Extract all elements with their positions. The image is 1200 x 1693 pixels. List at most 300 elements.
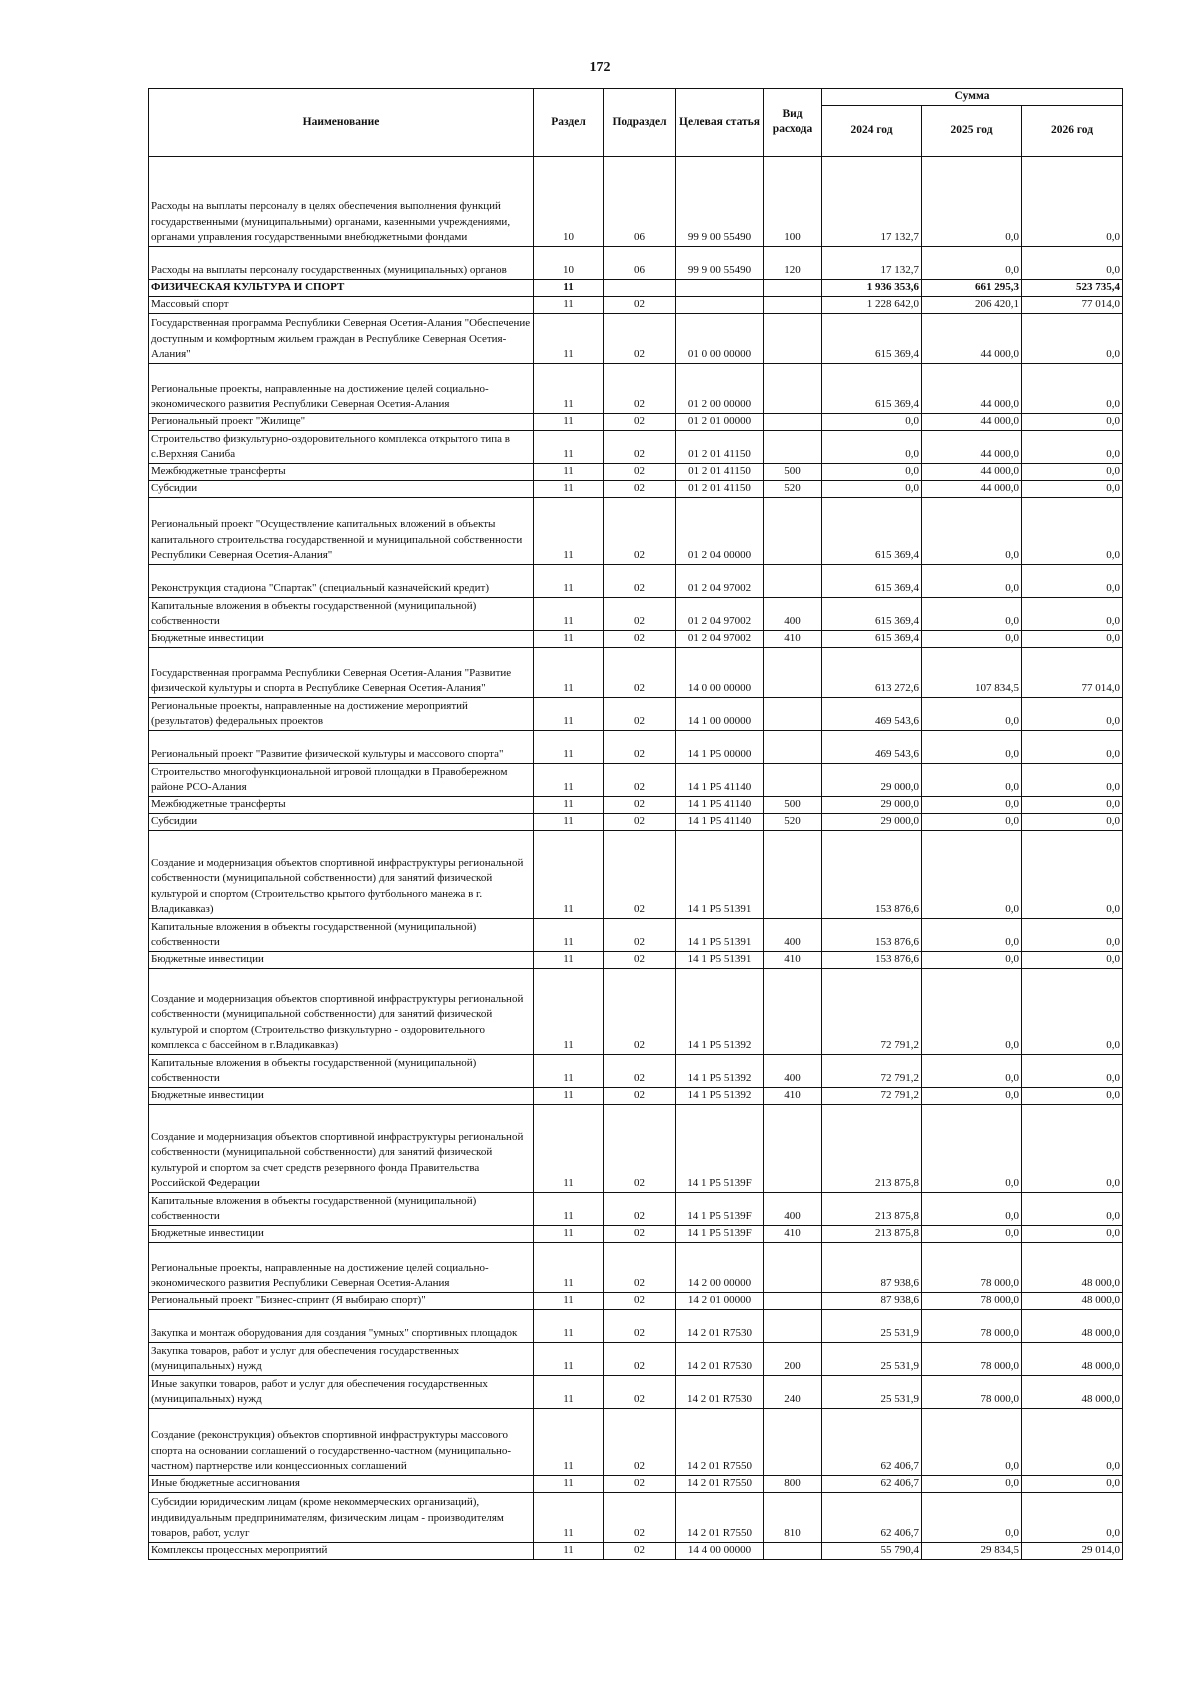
cell-2024: 615 369,4 — [822, 313, 922, 363]
cell-2025: 78 000,0 — [922, 1309, 1022, 1342]
table-row — [149, 968, 1123, 1054]
cell-vid-raskhoda — [764, 497, 822, 564]
cell-razdel: 11 — [534, 1054, 604, 1087]
table-row — [149, 951, 1123, 968]
cell-2024: 1 936 353,6 — [822, 279, 922, 296]
cell-name: Капитальные вложения в объекты государственной (муниципальной) собственности — [149, 597, 534, 630]
cell-podrazdel: 02 — [604, 1292, 676, 1309]
table-body — [149, 156, 1123, 1559]
cell-name: Региональные проекты, направленные на достижение мероприятий (результатов) федеральных проектов — [149, 697, 534, 730]
cell-vid-raskhoda — [764, 1242, 822, 1292]
cell-celevaya-statya: 14 2 01 R7550 — [676, 1492, 764, 1542]
header-vid-raskhoda: Вид расхода — [764, 89, 822, 157]
cell-vid-raskhoda — [764, 697, 822, 730]
table-row — [149, 1542, 1123, 1559]
cell-celevaya-statya: 99 9 00 55490 — [676, 246, 764, 279]
cell-razdel: 11 — [534, 796, 604, 813]
cell-name: Капитальные вложения в объекты государственной (муниципальной) собственности — [149, 1192, 534, 1225]
cell-name: Массовый спорт — [149, 296, 534, 313]
cell-podrazdel: 02 — [604, 1054, 676, 1087]
cell-celevaya-statya: 99 9 00 55490 — [676, 156, 764, 246]
cell-razdel: 11 — [534, 697, 604, 730]
cell-2024: 1 228 642,0 — [822, 296, 922, 313]
cell-2025: 107 834,5 — [922, 647, 1022, 697]
table-row — [149, 1087, 1123, 1104]
cell-celevaya-statya: 14 2 01 R7550 — [676, 1408, 764, 1475]
cell-2024: 153 876,6 — [822, 951, 922, 968]
cell-name: Создание и модернизация объектов спортивной инфраструктуры региональной собственности (муниципальной собственности) для занятий физической культурой и спортом (Строительство физкультурно - оздоровительного комплекса с бассейном в г.Владикавказ) — [149, 968, 534, 1054]
table-row — [149, 296, 1123, 313]
table-row — [149, 279, 1123, 296]
cell-2024: 615 369,4 — [822, 564, 922, 597]
cell-razdel: 11 — [534, 1342, 604, 1375]
cell-2025: 0,0 — [922, 564, 1022, 597]
cell-celevaya-statya: 01 2 01 41150 — [676, 463, 764, 480]
cell-celevaya-statya: 01 2 04 97002 — [676, 630, 764, 647]
cell-podrazdel: 02 — [604, 564, 676, 597]
cell-razdel: 11 — [534, 279, 604, 296]
cell-podrazdel: 02 — [604, 796, 676, 813]
cell-2025: 78 000,0 — [922, 1242, 1022, 1292]
cell-vid-raskhoda: 240 — [764, 1375, 822, 1408]
cell-celevaya-statya: 14 1 P5 41140 — [676, 796, 764, 813]
cell-2026: 0,0 — [1022, 968, 1123, 1054]
cell-vid-raskhoda: 410 — [764, 1087, 822, 1104]
cell-2026: 0,0 — [1022, 1225, 1123, 1242]
cell-podrazdel: 02 — [604, 968, 676, 1054]
cell-razdel: 11 — [534, 630, 604, 647]
cell-celevaya-statya: 01 2 01 00000 — [676, 413, 764, 430]
cell-vid-raskhoda — [764, 1104, 822, 1192]
cell-celevaya-statya: 01 2 04 97002 — [676, 597, 764, 630]
cell-2024: 25 531,9 — [822, 1342, 922, 1375]
cell-vid-raskhoda — [764, 763, 822, 796]
cell-razdel: 11 — [534, 363, 604, 413]
cell-2026: 0,0 — [1022, 313, 1123, 363]
header-name: Наименование — [149, 89, 534, 157]
header-razdel: Раздел — [534, 89, 604, 157]
cell-2026: 0,0 — [1022, 1492, 1123, 1542]
cell-vid-raskhoda — [764, 564, 822, 597]
cell-2026: 0,0 — [1022, 1054, 1123, 1087]
cell-razdel: 11 — [534, 968, 604, 1054]
cell-celevaya-statya: 14 1 P5 51392 — [676, 1054, 764, 1087]
cell-2026: 0,0 — [1022, 156, 1123, 246]
cell-podrazdel: 02 — [604, 918, 676, 951]
cell-name: Межбюджетные трансферты — [149, 796, 534, 813]
cell-2025: 0,0 — [922, 796, 1022, 813]
table-row — [149, 1192, 1123, 1225]
cell-podrazdel: 02 — [604, 730, 676, 763]
table-row — [149, 246, 1123, 279]
cell-2025: 0,0 — [922, 813, 1022, 830]
cell-vid-raskhoda — [764, 313, 822, 363]
cell-2025: 0,0 — [922, 1475, 1022, 1492]
cell-2024: 72 791,2 — [822, 1087, 922, 1104]
cell-2025: 0,0 — [922, 763, 1022, 796]
table-row — [149, 480, 1123, 497]
cell-name: Строительство многофункциональной игровой площадки в Правобережном районе РСО-Алания — [149, 763, 534, 796]
table-row — [149, 564, 1123, 597]
cell-2025: 661 295,3 — [922, 279, 1022, 296]
cell-podrazdel: 02 — [604, 697, 676, 730]
cell-vid-raskhoda: 410 — [764, 951, 822, 968]
cell-2024: 469 543,6 — [822, 697, 922, 730]
cell-2026: 48 000,0 — [1022, 1292, 1123, 1309]
cell-razdel: 11 — [534, 313, 604, 363]
table-row — [149, 697, 1123, 730]
cell-name: Региональные проекты, направленные на достижение целей социально-экономического развития Республики Северная Осетия-Алания — [149, 363, 534, 413]
cell-2024: 17 132,7 — [822, 156, 922, 246]
header-2024: 2024 год — [822, 105, 922, 156]
cell-razdel: 11 — [534, 1242, 604, 1292]
cell-name: Комплексы процессных мероприятий — [149, 1542, 534, 1559]
cell-2024: 55 790,4 — [822, 1542, 922, 1559]
cell-2026: 0,0 — [1022, 813, 1123, 830]
cell-vid-raskhoda: 810 — [764, 1492, 822, 1542]
cell-2025: 0,0 — [922, 697, 1022, 730]
cell-2025: 0,0 — [922, 246, 1022, 279]
cell-name: Расходы на выплаты персоналу в целях обеспечения выполнения функций государственными (муниципальными) органами, казенными учреждениями, органами управления государственными внебюджетными фондами — [149, 156, 534, 246]
cell-2025: 0,0 — [922, 497, 1022, 564]
cell-celevaya-statya: 14 1 P5 51391 — [676, 830, 764, 918]
cell-name: Региональный проект "Жилище" — [149, 413, 534, 430]
cell-celevaya-statya: 01 0 00 00000 — [676, 313, 764, 363]
cell-2026: 0,0 — [1022, 730, 1123, 763]
cell-vid-raskhoda: 400 — [764, 1192, 822, 1225]
cell-razdel: 11 — [534, 463, 604, 480]
cell-vid-raskhoda: 120 — [764, 246, 822, 279]
page-number: 172 — [589, 60, 611, 75]
cell-razdel: 11 — [534, 564, 604, 597]
cell-razdel: 11 — [534, 1292, 604, 1309]
cell-vid-raskhoda — [764, 1408, 822, 1475]
cell-podrazdel: 02 — [604, 430, 676, 463]
table-row — [149, 1242, 1123, 1292]
cell-2024: 17 132,7 — [822, 246, 922, 279]
cell-2026: 0,0 — [1022, 951, 1123, 968]
cell-2024: 29 000,0 — [822, 813, 922, 830]
cell-2026: 0,0 — [1022, 564, 1123, 597]
cell-celevaya-statya: 14 1 P5 5139F — [676, 1104, 764, 1192]
cell-2026: 0,0 — [1022, 463, 1123, 480]
cell-celevaya-statya: 14 2 01 00000 — [676, 1292, 764, 1309]
cell-2024: 87 938,6 — [822, 1242, 922, 1292]
cell-podrazdel: 02 — [604, 1242, 676, 1292]
cell-celevaya-statya — [676, 296, 764, 313]
cell-2026: 0,0 — [1022, 1408, 1123, 1475]
cell-2025: 0,0 — [922, 156, 1022, 246]
cell-2025: 0,0 — [922, 1192, 1022, 1225]
table-row — [149, 813, 1123, 830]
header-podrazdel: Подраздел — [604, 89, 676, 157]
cell-celevaya-statya: 14 1 P5 41140 — [676, 763, 764, 796]
cell-2025: 29 834,5 — [922, 1542, 1022, 1559]
cell-name: Региональный проект "Осуществление капитальных вложений в объекты капитального строительства государственной и муниципальной собственности Республики Северная Осетия-Алания" — [149, 497, 534, 564]
cell-name: Создание и модернизация объектов спортивной инфраструктуры региональной собственности (муниципальной собственности) для занятий физической культурой и спортом за счет средств резервного фонда Правительства Российской Федерации — [149, 1104, 534, 1192]
cell-2026: 0,0 — [1022, 763, 1123, 796]
cell-name: Реконструкция стадиона "Спартак" (специальный казначейский кредит) — [149, 564, 534, 597]
cell-vid-raskhoda — [764, 430, 822, 463]
table-row — [149, 1342, 1123, 1375]
cell-name: Закупка товаров, работ и услуг для обеспечения государственных (муниципальных) нужд — [149, 1342, 534, 1375]
cell-2025: 78 000,0 — [922, 1292, 1022, 1309]
cell-2026: 0,0 — [1022, 363, 1123, 413]
cell-razdel: 11 — [534, 918, 604, 951]
cell-podrazdel: 02 — [604, 1542, 676, 1559]
cell-vid-raskhoda — [764, 647, 822, 697]
cell-razdel: 11 — [534, 1375, 604, 1408]
cell-razdel: 11 — [534, 1192, 604, 1225]
cell-razdel: 11 — [534, 1408, 604, 1475]
cell-2024: 213 875,8 — [822, 1192, 922, 1225]
cell-2026: 77 014,0 — [1022, 296, 1123, 313]
cell-2024: 213 875,8 — [822, 1225, 922, 1242]
cell-2025: 0,0 — [922, 1054, 1022, 1087]
cell-2025: 78 000,0 — [922, 1342, 1022, 1375]
table-row — [149, 430, 1123, 463]
cell-2026: 0,0 — [1022, 480, 1123, 497]
cell-razdel: 11 — [534, 430, 604, 463]
cell-razdel: 11 — [534, 1542, 604, 1559]
cell-vid-raskhoda: 100 — [764, 156, 822, 246]
cell-podrazdel: 02 — [604, 313, 676, 363]
cell-podrazdel: 02 — [604, 763, 676, 796]
cell-celevaya-statya: 01 2 00 00000 — [676, 363, 764, 413]
cell-podrazdel: 02 — [604, 1104, 676, 1192]
cell-2024: 0,0 — [822, 480, 922, 497]
cell-podrazdel: 02 — [604, 951, 676, 968]
cell-2024: 29 000,0 — [822, 796, 922, 813]
cell-2024: 62 406,7 — [822, 1475, 922, 1492]
cell-name: Закупка и монтаж оборудования для создания "умных" спортивных площадок — [149, 1309, 534, 1342]
cell-celevaya-statya: 14 2 01 R7530 — [676, 1309, 764, 1342]
cell-2024: 72 791,2 — [822, 968, 922, 1054]
cell-2026: 0,0 — [1022, 830, 1123, 918]
cell-vid-raskhoda: 500 — [764, 463, 822, 480]
cell-celevaya-statya: 14 2 01 R7550 — [676, 1475, 764, 1492]
cell-2024: 213 875,8 — [822, 1104, 922, 1192]
cell-celevaya-statya: 01 2 01 41150 — [676, 430, 764, 463]
cell-2026: 0,0 — [1022, 597, 1123, 630]
cell-2025: 0,0 — [922, 1225, 1022, 1242]
cell-razdel: 11 — [534, 730, 604, 763]
cell-2026: 0,0 — [1022, 697, 1123, 730]
cell-name: Государственная программа Республики Северная Осетия-Алания "Обеспечение доступным и комфортным жильем граждан в Республике Северная Осетия-Алания" — [149, 313, 534, 363]
cell-podrazdel: 02 — [604, 296, 676, 313]
cell-celevaya-statya: 14 1 P5 51392 — [676, 968, 764, 1054]
cell-celevaya-statya: 14 2 01 R7530 — [676, 1375, 764, 1408]
cell-name: Расходы на выплаты персоналу государственных (муниципальных) органов — [149, 246, 534, 279]
cell-razdel: 10 — [534, 246, 604, 279]
cell-celevaya-statya: 14 1 P5 41140 — [676, 813, 764, 830]
cell-vid-raskhoda: 520 — [764, 480, 822, 497]
cell-razdel: 10 — [534, 156, 604, 246]
cell-podrazdel: 02 — [604, 1192, 676, 1225]
cell-razdel: 11 — [534, 1492, 604, 1542]
cell-2025: 78 000,0 — [922, 1375, 1022, 1408]
cell-2024: 0,0 — [822, 463, 922, 480]
cell-2025: 0,0 — [922, 730, 1022, 763]
cell-podrazdel: 06 — [604, 156, 676, 246]
table-row — [149, 1309, 1123, 1342]
cell-vid-raskhoda: 400 — [764, 1054, 822, 1087]
cell-podrazdel: 02 — [604, 363, 676, 413]
table-row — [149, 463, 1123, 480]
cell-2026: 0,0 — [1022, 1475, 1123, 1492]
table-row — [149, 1375, 1123, 1408]
cell-2026: 0,0 — [1022, 246, 1123, 279]
cell-podrazdel — [604, 279, 676, 296]
cell-name: Региональный проект "Бизнес-спринт (Я выбираю спорт)" — [149, 1292, 534, 1309]
cell-razdel: 11 — [534, 597, 604, 630]
header-summa: Сумма — [822, 89, 1123, 106]
cell-2024: 0,0 — [822, 413, 922, 430]
cell-2024: 87 938,6 — [822, 1292, 922, 1309]
cell-podrazdel: 02 — [604, 497, 676, 564]
cell-celevaya-statya: 14 1 P5 5139F — [676, 1225, 764, 1242]
cell-podrazdel: 02 — [604, 413, 676, 430]
cell-vid-raskhoda — [764, 279, 822, 296]
cell-celevaya-statya: 14 1 00 00000 — [676, 697, 764, 730]
cell-podrazdel: 02 — [604, 1408, 676, 1475]
cell-2026: 48 000,0 — [1022, 1375, 1123, 1408]
cell-2024: 613 272,6 — [822, 647, 922, 697]
cell-razdel: 11 — [534, 296, 604, 313]
cell-vid-raskhoda — [764, 363, 822, 413]
cell-vid-raskhoda — [764, 296, 822, 313]
cell-vid-raskhoda — [764, 413, 822, 430]
table-row — [149, 1408, 1123, 1475]
cell-2024: 153 876,6 — [822, 830, 922, 918]
table-row — [149, 796, 1123, 813]
cell-2026: 48 000,0 — [1022, 1342, 1123, 1375]
cell-2025: 0,0 — [922, 1492, 1022, 1542]
cell-name: Бюджетные инвестиции — [149, 951, 534, 968]
cell-celevaya-statya: 14 1 P5 5139F — [676, 1192, 764, 1225]
cell-razdel: 11 — [534, 763, 604, 796]
cell-celevaya-statya: 14 2 00 00000 — [676, 1242, 764, 1292]
cell-2026: 0,0 — [1022, 1192, 1123, 1225]
cell-vid-raskhoda — [764, 830, 822, 918]
cell-celevaya-statya: 01 2 01 41150 — [676, 480, 764, 497]
cell-2024: 29 000,0 — [822, 763, 922, 796]
cell-2024: 25 531,9 — [822, 1309, 922, 1342]
cell-2026: 48 000,0 — [1022, 1242, 1123, 1292]
cell-2025: 44 000,0 — [922, 363, 1022, 413]
cell-vid-raskhoda — [764, 730, 822, 763]
table-row — [149, 497, 1123, 564]
cell-vid-raskhoda — [764, 1542, 822, 1559]
table-row — [149, 156, 1123, 246]
cell-2025: 44 000,0 — [922, 413, 1022, 430]
cell-podrazdel: 02 — [604, 1225, 676, 1242]
cell-name: Субсидии — [149, 480, 534, 497]
cell-2024: 615 369,4 — [822, 363, 922, 413]
cell-2024: 0,0 — [822, 430, 922, 463]
cell-vid-raskhoda: 400 — [764, 918, 822, 951]
cell-podrazdel: 02 — [604, 630, 676, 647]
cell-vid-raskhoda — [764, 1309, 822, 1342]
cell-podrazdel: 02 — [604, 1492, 676, 1542]
cell-2026: 523 735,4 — [1022, 279, 1123, 296]
cell-podrazdel: 02 — [604, 1375, 676, 1408]
cell-2026: 29 014,0 — [1022, 1542, 1123, 1559]
cell-2025: 44 000,0 — [922, 313, 1022, 363]
cell-podrazdel: 02 — [604, 597, 676, 630]
cell-razdel: 11 — [534, 1309, 604, 1342]
cell-2024: 153 876,6 — [822, 918, 922, 951]
cell-name: Создание и модернизация объектов спортивной инфраструктуры региональной собственности (муниципальной собственности) для занятий физической культурой и спортом (Строительство крытого футбольного манежа в г. Владикавказ) — [149, 830, 534, 918]
cell-podrazdel: 02 — [604, 463, 676, 480]
budget-table — [148, 88, 1123, 1560]
cell-name: Иные закупки товаров, работ и услуг для обеспечения государственных (муниципальных) нужд — [149, 1375, 534, 1408]
table-row — [149, 363, 1123, 413]
header-2025: 2025 год — [922, 105, 1022, 156]
cell-2025: 0,0 — [922, 1087, 1022, 1104]
cell-2025: 44 000,0 — [922, 480, 1022, 497]
cell-razdel: 11 — [534, 1225, 604, 1242]
cell-celevaya-statya: 14 2 01 R7530 — [676, 1342, 764, 1375]
cell-name: Государственная программа Республики Северная Осетия-Алания "Развитие физической культуры и спорта в Республике Северная Осетия-Алания" — [149, 647, 534, 697]
cell-celevaya-statya: 14 1 P5 00000 — [676, 730, 764, 763]
table-row — [149, 1054, 1123, 1087]
cell-name: Региональный проект "Развитие физической культуры и массового спорта" — [149, 730, 534, 763]
table-row — [149, 730, 1123, 763]
cell-celevaya-statya: 14 0 00 00000 — [676, 647, 764, 697]
cell-razdel: 11 — [534, 830, 604, 918]
cell-2025: 0,0 — [922, 918, 1022, 951]
cell-name: Субсидии — [149, 813, 534, 830]
cell-celevaya-statya: 14 1 P5 51392 — [676, 1087, 764, 1104]
cell-2026: 0,0 — [1022, 1087, 1123, 1104]
table-row — [149, 1225, 1123, 1242]
cell-podrazdel: 02 — [604, 1087, 676, 1104]
cell-name: Создание (реконструкция) объектов спортивной инфраструктуры массового спорта на основании соглашений о государственно-частном (муниципально-частном) партнерстве или концессионных соглашений — [149, 1408, 534, 1475]
table-row — [149, 630, 1123, 647]
cell-2025: 0,0 — [922, 1408, 1022, 1475]
cell-name: Региональные проекты, направленные на достижение целей социально-экономического развития Республики Северная Осетия-Алания — [149, 1242, 534, 1292]
cell-podrazdel: 02 — [604, 1309, 676, 1342]
cell-2024: 615 369,4 — [822, 497, 922, 564]
cell-2025: 0,0 — [922, 597, 1022, 630]
cell-name: Бюджетные инвестиции — [149, 630, 534, 647]
cell-podrazdel: 02 — [604, 813, 676, 830]
cell-razdel: 11 — [534, 497, 604, 564]
cell-2024: 62 406,7 — [822, 1408, 922, 1475]
header-celevaya-statya: Целевая статья — [676, 89, 764, 157]
cell-2026: 0,0 — [1022, 796, 1123, 813]
cell-razdel: 11 — [534, 413, 604, 430]
cell-vid-raskhoda: 520 — [764, 813, 822, 830]
cell-vid-raskhoda: 800 — [764, 1475, 822, 1492]
cell-celevaya-statya: 14 4 00 00000 — [676, 1542, 764, 1559]
cell-2026: 0,0 — [1022, 918, 1123, 951]
cell-name: Межбюджетные трансферты — [149, 463, 534, 480]
cell-name: Субсидии юридическим лицам (кроме некоммерческих организаций), индивидуальным предпринимателям, физическим лицам - производителям товаров, работ, услуг — [149, 1492, 534, 1542]
cell-2024: 25 531,9 — [822, 1375, 922, 1408]
cell-vid-raskhoda: 500 — [764, 796, 822, 813]
cell-celevaya-statya: 14 1 P5 51391 — [676, 951, 764, 968]
cell-name: Бюджетные инвестиции — [149, 1087, 534, 1104]
cell-2026: 0,0 — [1022, 430, 1123, 463]
cell-razdel: 11 — [534, 480, 604, 497]
cell-2026: 0,0 — [1022, 630, 1123, 647]
cell-celevaya-statya: 01 2 04 00000 — [676, 497, 764, 564]
table-row — [149, 413, 1123, 430]
cell-name: Строительство физкультурно-оздоровительного комплекса открытого типа в с.Верхняя Саниба — [149, 430, 534, 463]
cell-2024: 62 406,7 — [822, 1492, 922, 1542]
